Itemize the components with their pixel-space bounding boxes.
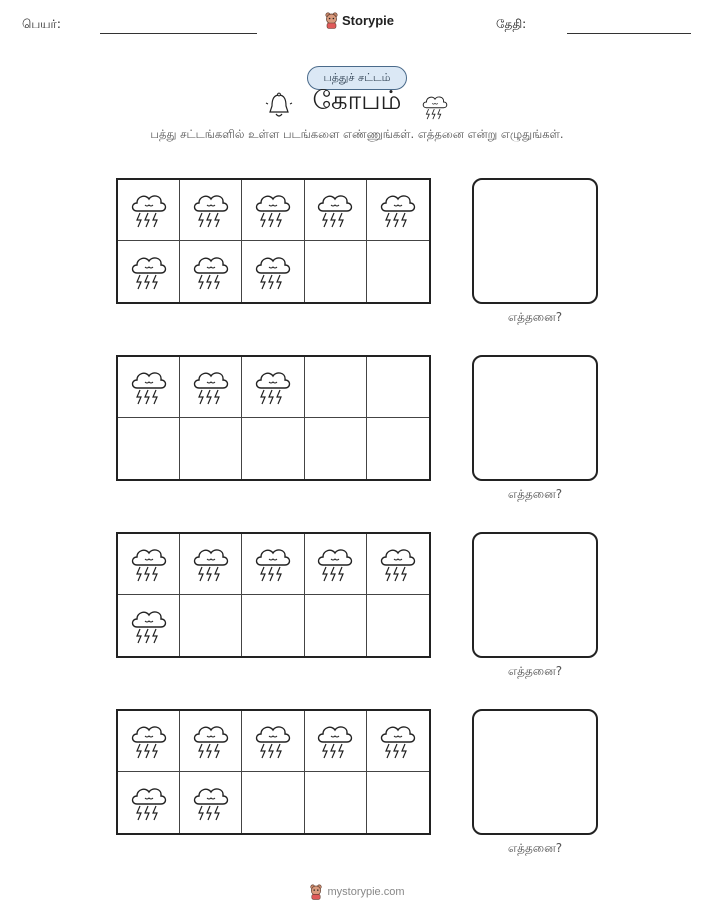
frame-cell	[118, 711, 180, 772]
frame-cell	[180, 180, 242, 241]
frame-cell	[305, 418, 367, 479]
ten-frame-3	[116, 532, 431, 658]
ten-frame-2	[116, 355, 431, 481]
storm-cloud-icon	[314, 720, 356, 762]
name-label: பெயர்:	[22, 17, 61, 31]
storm-cloud-icon	[377, 720, 419, 762]
storm-cloud-icon	[128, 543, 170, 585]
frame-cell	[367, 711, 429, 772]
storm-cloud-icon	[190, 720, 232, 762]
frame-cell	[180, 241, 242, 302]
mascot-icon	[324, 12, 339, 29]
frame-cell	[367, 418, 429, 479]
ten-frame-badge: பத்துச் சட்டம்	[307, 66, 407, 90]
frame-cell	[242, 711, 304, 772]
storm-cloud-icon	[377, 543, 419, 585]
page-title: கோபம்	[312, 86, 402, 116]
storm-cloud-icon	[314, 543, 356, 585]
frame-cell	[367, 241, 429, 302]
frame-cell	[305, 180, 367, 241]
frame-cell	[180, 772, 242, 833]
frame-cell	[118, 180, 180, 241]
frame-cell	[242, 772, 304, 833]
storypie-logo	[324, 12, 394, 29]
frame-cell	[305, 357, 367, 418]
storm-cloud-icon	[128, 366, 170, 408]
brand-name: Storypie	[342, 13, 395, 28]
frame-cell	[305, 595, 367, 656]
storm-cloud-icon	[252, 366, 294, 408]
frame-cell	[305, 772, 367, 833]
frame-cell	[367, 534, 429, 595]
frame-cell	[180, 595, 242, 656]
storm-cloud-icon	[314, 189, 356, 231]
frame-cell	[242, 357, 304, 418]
instructions: பத்து சட்டங்களில் உள்ள படங்களை எண்ணுங்கள். எத்தனை என்று எழுதுங்கள்.	[150, 127, 564, 141]
storm-cloud-icon	[420, 92, 450, 122]
storm-cloud-icon	[252, 543, 294, 585]
frame-cell	[242, 241, 304, 302]
storm-cloud-icon	[128, 720, 170, 762]
frame-cell	[367, 357, 429, 418]
frame-cell	[305, 241, 367, 302]
frame-cell	[118, 357, 180, 418]
how-many-label-4: எத்தனை?	[507, 841, 563, 855]
frame-cell	[367, 595, 429, 656]
answer-box-2[interactable]	[472, 355, 598, 481]
storm-cloud-icon	[252, 251, 294, 293]
frame-cell	[367, 772, 429, 833]
storm-cloud-icon	[128, 189, 170, 231]
frame-cell	[180, 534, 242, 595]
storm-cloud-icon	[190, 251, 232, 293]
footer-url: mystorypie.com	[327, 886, 405, 898]
name-line[interactable]	[100, 33, 257, 34]
storm-cloud-icon	[128, 605, 170, 647]
storm-cloud-icon	[128, 251, 170, 293]
date-label: தேதி:	[496, 17, 527, 31]
how-many-label-3: எத்தனை?	[507, 664, 563, 678]
frame-cell	[367, 180, 429, 241]
frame-cell	[242, 534, 304, 595]
storm-cloud-icon	[252, 720, 294, 762]
frame-cell	[242, 595, 304, 656]
date-line[interactable]	[567, 33, 691, 34]
frame-cell	[242, 180, 304, 241]
storm-cloud-icon	[190, 782, 232, 824]
storm-cloud-icon	[128, 782, 170, 824]
ten-frame-4	[116, 709, 431, 835]
frame-cell	[118, 595, 180, 656]
answer-box-4[interactable]	[472, 709, 598, 835]
mascot-icon	[309, 884, 323, 900]
frame-cell	[180, 711, 242, 772]
frame-cell	[118, 534, 180, 595]
storm-cloud-icon	[190, 366, 232, 408]
footer	[0, 884, 714, 900]
frame-cell	[305, 534, 367, 595]
frame-cell	[118, 418, 180, 479]
ten-frame-1	[116, 178, 431, 304]
storm-cloud-icon	[190, 189, 232, 231]
frame-cell	[305, 711, 367, 772]
storm-cloud-icon	[252, 189, 294, 231]
frame-cell	[242, 418, 304, 479]
frame-cell	[180, 357, 242, 418]
answer-box-3[interactable]	[472, 532, 598, 658]
how-many-label-2: எத்தனை?	[507, 487, 563, 501]
storm-cloud-icon	[190, 543, 232, 585]
answer-box-1[interactable]	[472, 178, 598, 304]
frame-cell	[180, 418, 242, 479]
frame-cell	[118, 241, 180, 302]
storm-cloud-icon	[377, 189, 419, 231]
frame-cell	[118, 772, 180, 833]
how-many-label-1: எத்தனை?	[507, 310, 563, 324]
